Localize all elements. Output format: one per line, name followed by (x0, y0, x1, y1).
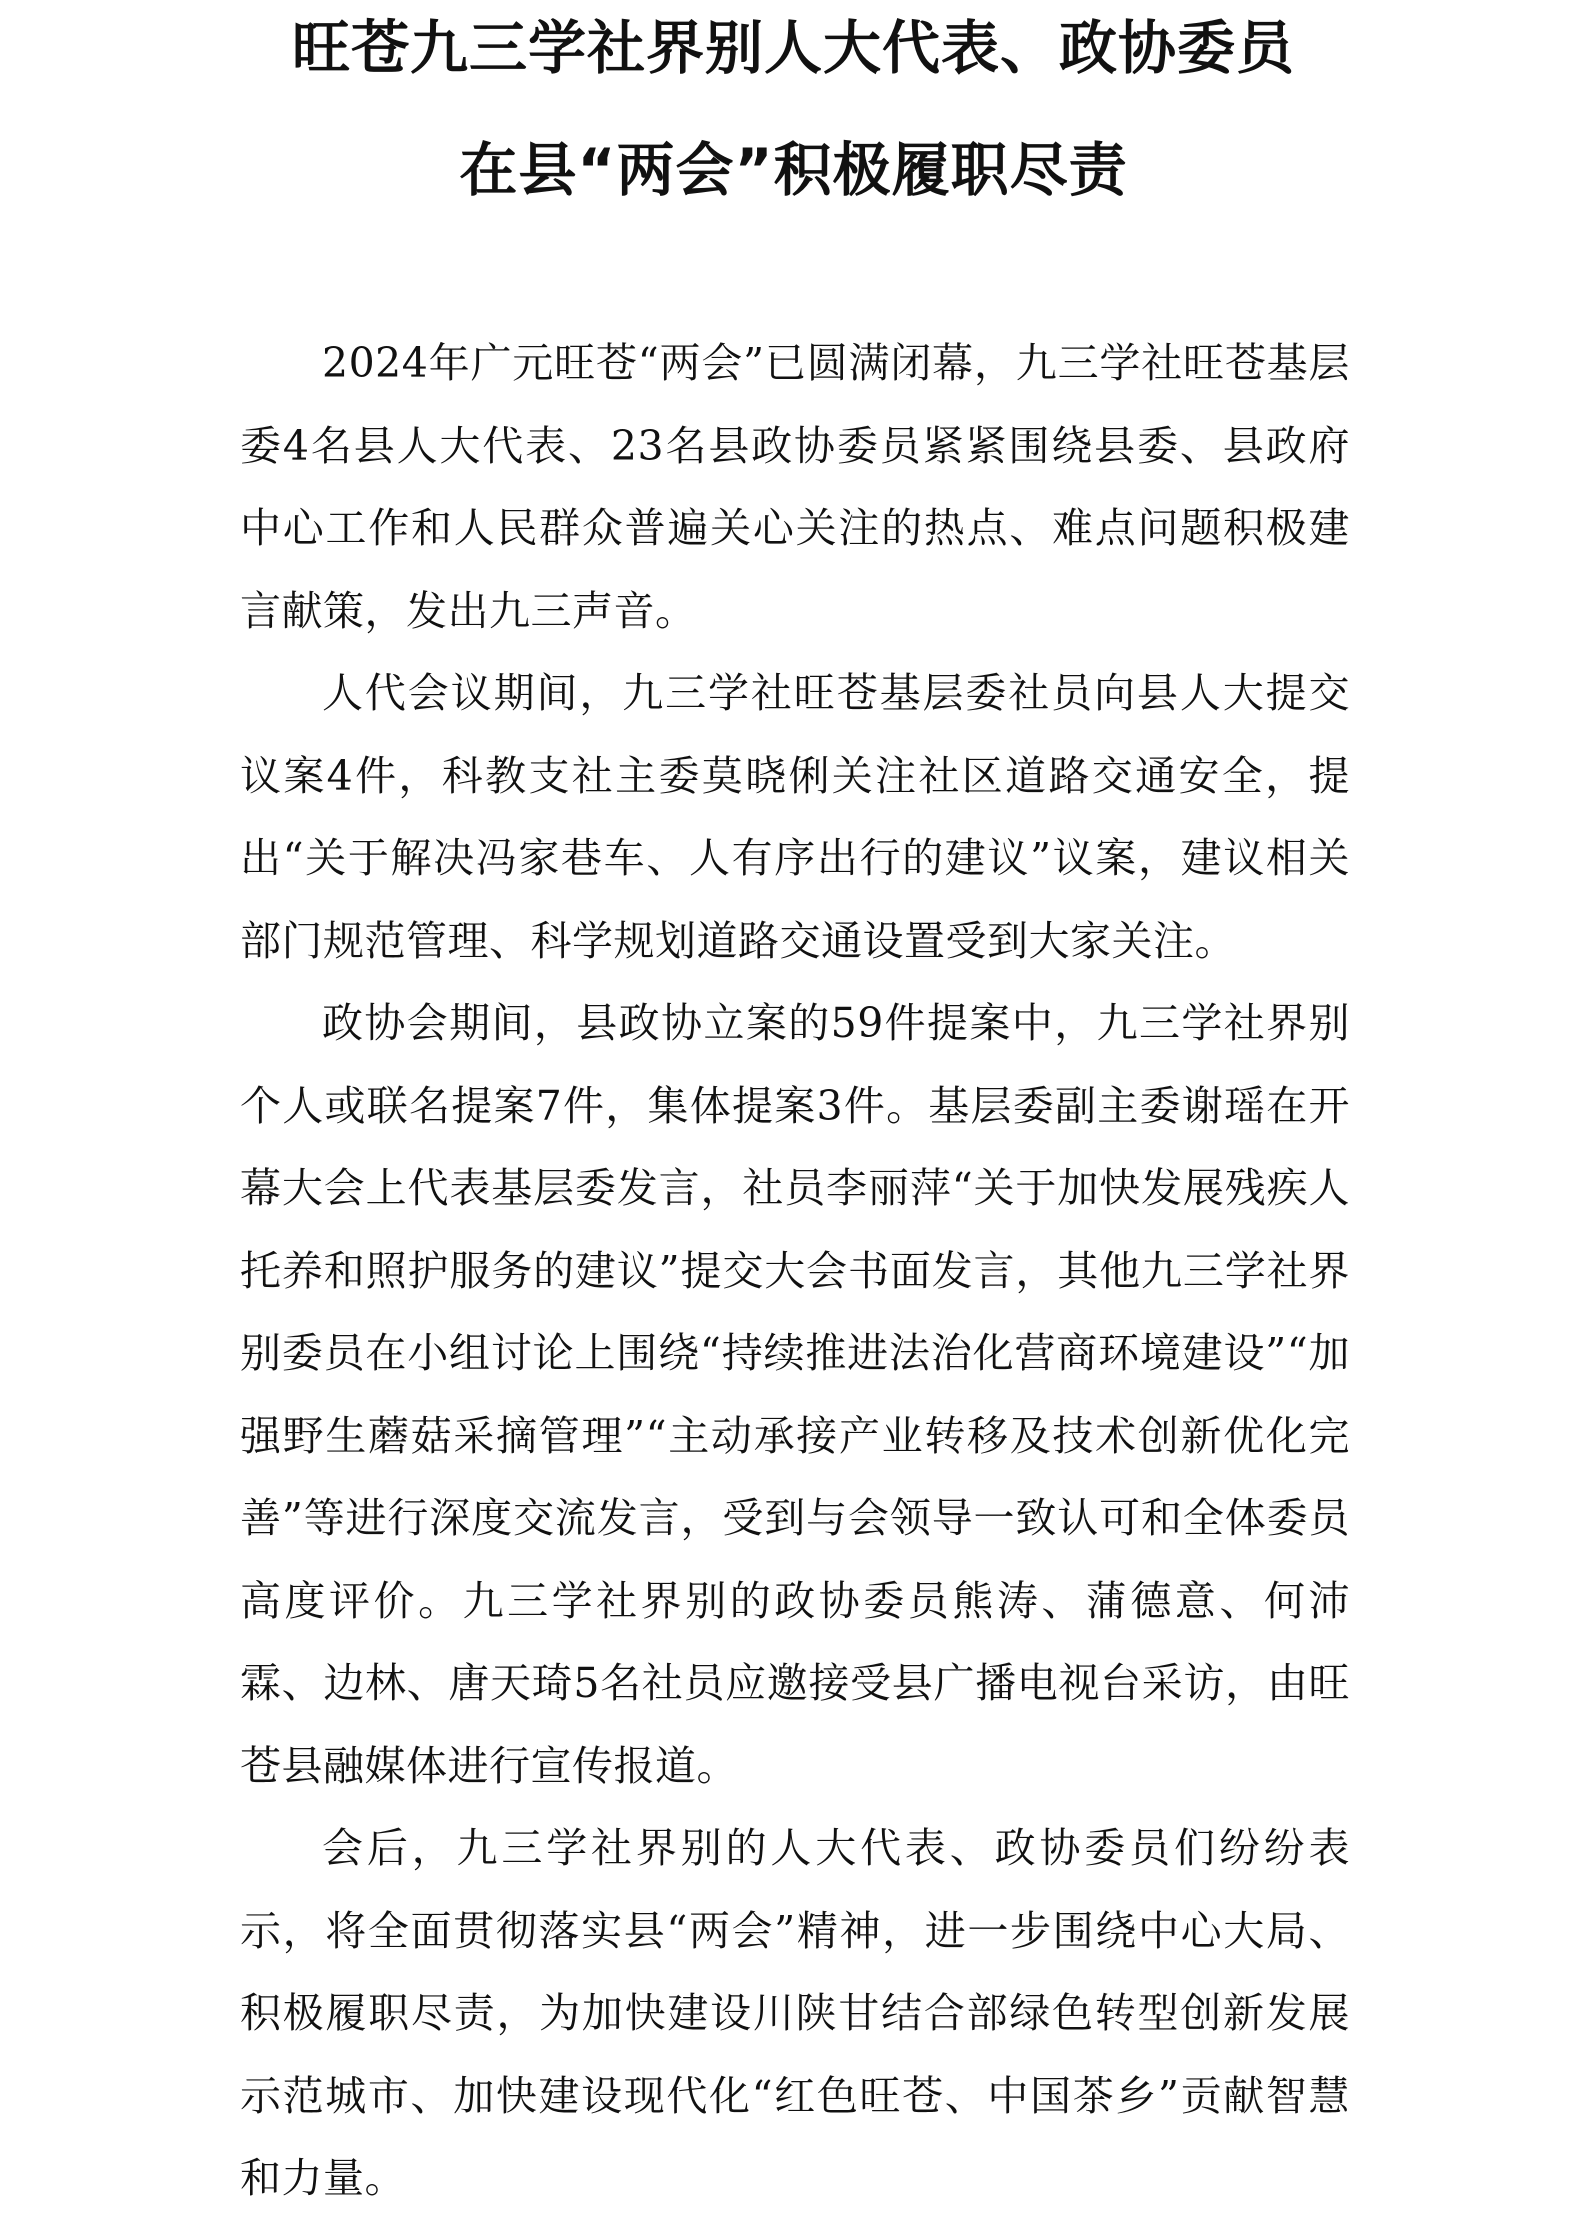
paragraph-3: 政协会期间，县政协立案的59件提案中，九三学社界别个人或联名提案7件，集体提案3件。基层委副主委谢瑶在开幕大会上代表基层委发言，社员李丽萍“关于加快发展残疾人托养和照护服务的建议”提交大会书面发言，其他九三学社界别委员在小组讨论上围绕“持续推进法治化营商环境建设”“加强野生蘑菇采摘管理”“主动承接产业转移及技术创新优化完善”等进行深度交流发言，受到与会领导一致认可和全体委员高度评价。九三学社界别的政协委员熊涛、蒲德意、何沛霖、边林、唐天琦5名社员应邀接受县广播电视台采访，由旺苍县融媒体进行宣传报道。 (240, 999, 1350, 1790)
title-line-1: 旺苍九三学社界别人大代表、政协委员 (291, 14, 1295, 82)
paragraph-2: 人代会议期间，九三学社旺苍基层委社员向县人大提交议案4件，科教支社主委莫晓俐关注社区道路交通安全，提出“关于解决冯家巷车、人有序出行的建议”议案，建议相关部门规范管理、科学规划道路交通设置受到大家关注。 (240, 669, 1350, 965)
article-body (240, 322, 1350, 2220)
paragraph-4: 会后，九三学社界别的人大代表、政协委员们纷纷表示，将全面贯彻落实县“两会”精神，进一步围绕中心大局、积极履职尽责，为加快建设川陕甘结合部绿色转型创新发展示范城市、加快建设现代化“红色旺苍、中国茶乡”贡献智慧和力量。 (240, 1824, 1350, 2202)
title-line-2: 在县“两会”积极履职尽责 (459, 136, 1128, 204)
paragraph-1: 2024年广元旺苍“两会”已圆满闭幕，九三学社旺苍基层委4名县人大代表、23名县政协委员紧紧围绕县委、县政府中心工作和人民群众普遍关心关注的热点、难点问题积极建言献策，发出九三声音。 (240, 339, 1350, 635)
